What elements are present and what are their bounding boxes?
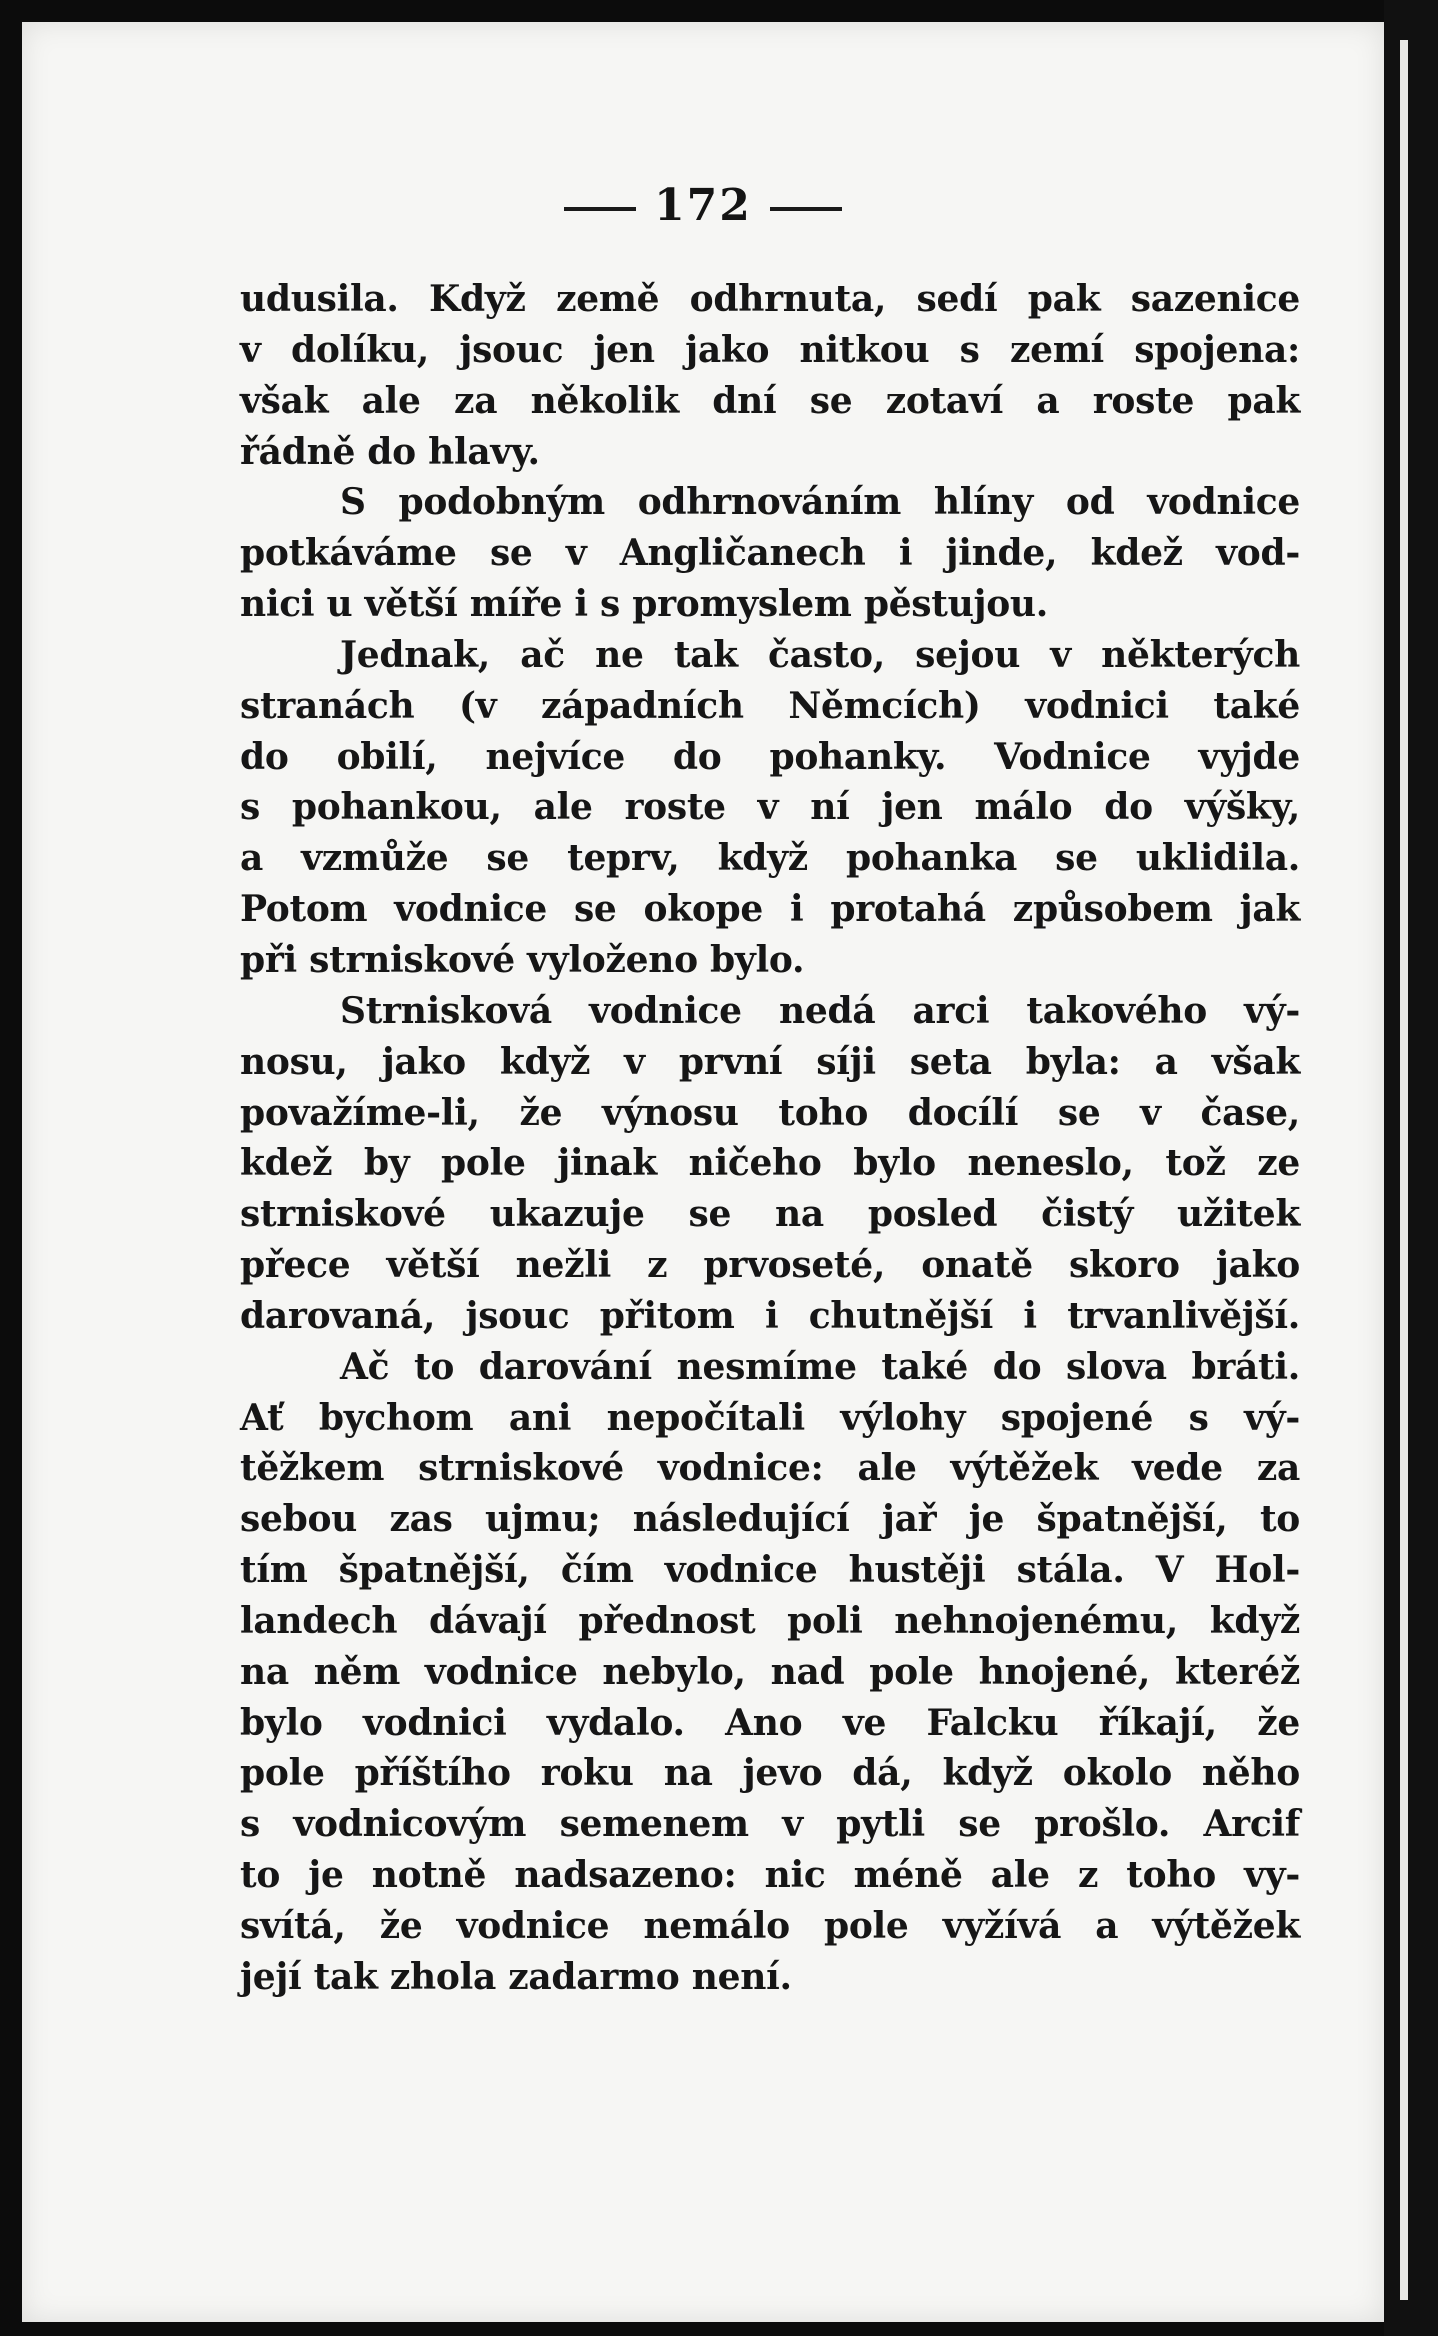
text-line: pole příštího roku na jevo dá, když okolo něho <box>240 1752 1300 1795</box>
text-line: landech dávají přednost poli nehnojenému, když <box>240 1599 1300 1642</box>
text-line: darovaná, jsouc přitom i chutnější i trvanlivější. <box>240 1294 1300 1337</box>
text-line: svítá, že vodnice nemálo pole vyžívá a výtěžek <box>240 1905 1300 1947</box>
page-edge <box>1384 0 1438 2336</box>
text-line: stranách (v západních Němcích) vodnici také <box>240 684 1300 727</box>
text-line: však ale za několik dní se zotaví a roste pak <box>240 379 1300 422</box>
text-line: Jednak, ač ne tak často, sejou v některých <box>340 633 1300 676</box>
text-line: řádně do hlavy. <box>240 430 540 473</box>
text-line: její tak zhola zadarmo není. <box>240 1955 792 1998</box>
text-line: to je notně nadsazeno: nic méně ale z toho vy- <box>240 1854 1300 1897</box>
text-line: S podobným odhrnováním hlíny od vodnice <box>340 481 1300 524</box>
book-page <box>22 22 1384 2322</box>
header-dash-right <box>770 207 842 211</box>
text-line: přece větší nežli z prvoseté, onatě skoro jako <box>240 1244 1300 1287</box>
text-line: bylo vodnici vydalo. Ano ve Falcku říkají, že <box>240 1701 1300 1744</box>
text-line: strniskové ukazuje se na posled čistý užitek <box>240 1193 1300 1236</box>
text-line: Ač to darování nesmíme také do slova bráti. <box>340 1345 1300 1388</box>
text-line: a vzmůže se teprv, když pohanka se uklidila. <box>240 837 1300 880</box>
text-line: tím špatnější, čím vodnice hustěji stála. V Hol- <box>240 1549 1300 1592</box>
text-line: sebou zas ujmu; následující jař je špatnější, to <box>240 1498 1300 1541</box>
body-text <box>240 274 1300 2003</box>
text-line: Strnisková vodnice nedá arci takového vý- <box>340 989 1300 1032</box>
text-line: v dolíku, jsouc jen jako nitkou s zemí spojena: <box>240 328 1300 371</box>
text-line: udusila. Když země odhrnuta, sedí pak sazenice <box>240 278 1300 320</box>
header-dash-left <box>564 207 636 211</box>
text-line: do obilí, nejvíce do pohanky. Vodnice vyjde <box>240 735 1300 778</box>
text-line: Potom vodnice se okope i protahá způsobem jak <box>240 888 1300 931</box>
page-edge-strip <box>1400 40 1408 2300</box>
text-line: těžkem strniskové vodnice: ale výtěžek vede za <box>240 1447 1300 1490</box>
text-line: s vodnicovým semenem v pytli se prošlo. Arcif <box>240 1803 1300 1846</box>
text-line: považíme-li, že výnosu toho docílí se v čase, <box>240 1091 1300 1134</box>
text-line: Ať bychom ani nepočítali výlohy spojené s vý- <box>240 1396 1300 1439</box>
page-number: 172 <box>654 180 752 231</box>
text-line: nici u větší míře i s promyslem pěstujou. <box>240 583 1049 626</box>
text-line: potkáváme se v Angličanech i jinde, kdež vod- <box>240 532 1300 575</box>
page-header <box>22 180 1384 231</box>
text-line: kdež by pole jinak ničeho bylo neneslo, tož ze <box>240 1142 1300 1185</box>
text-line: při strniskové vyloženo bylo. <box>240 938 805 981</box>
text-line: s pohankou, ale roste v ní jen málo do výšky, <box>240 786 1300 829</box>
text-line: na něm vodnice nebylo, nad pole hnojené, kteréž <box>240 1650 1300 1693</box>
text-line: nosu, jako když v první síji seta byla: a však <box>240 1040 1300 1083</box>
